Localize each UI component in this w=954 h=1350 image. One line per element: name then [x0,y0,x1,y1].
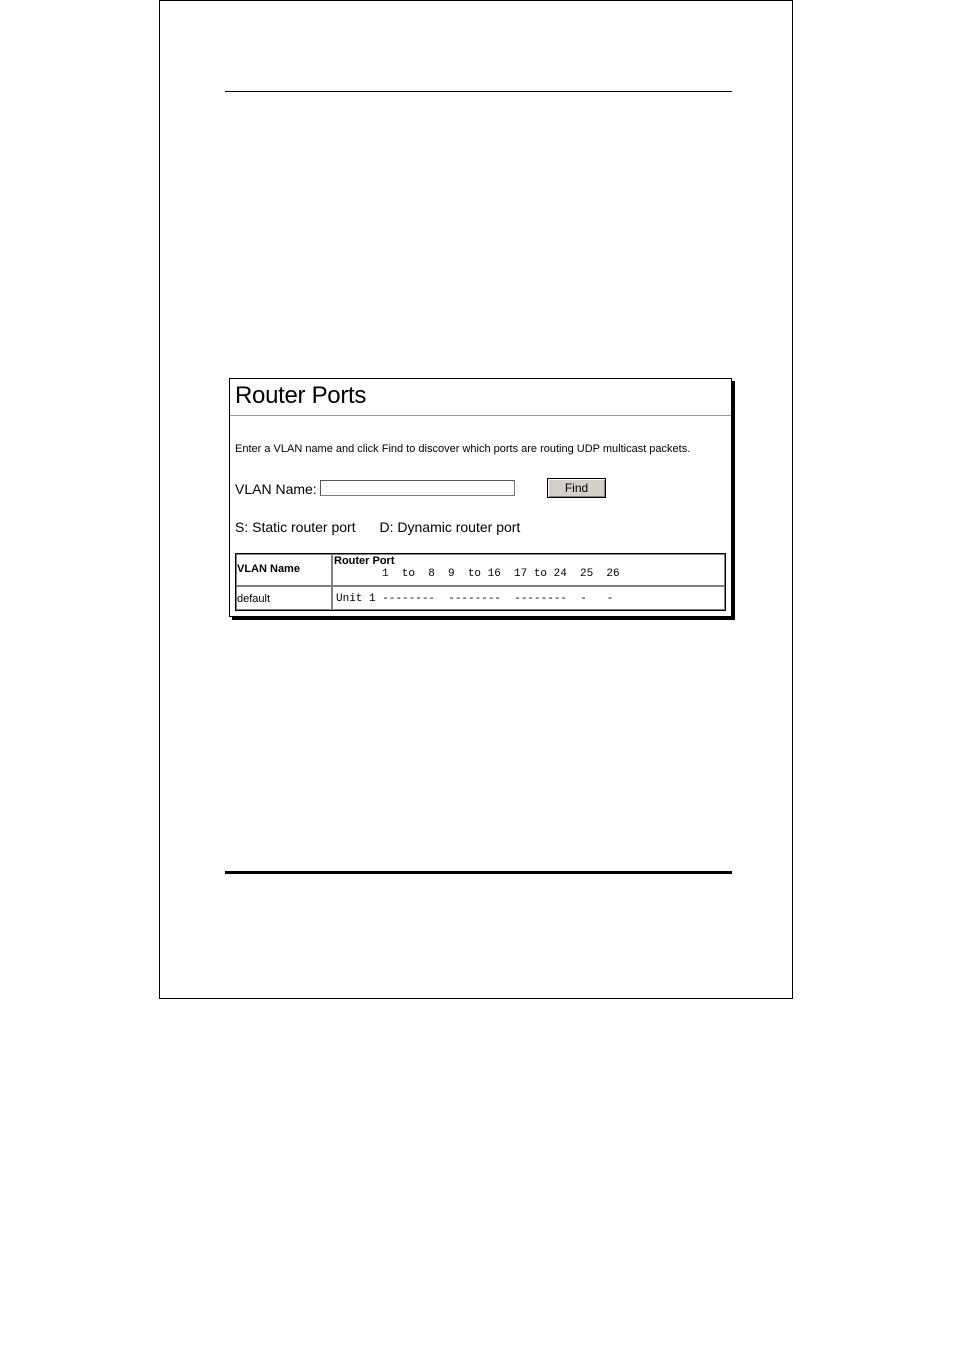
header-vlan-name: VLAN Name [236,554,332,586]
header-router-port-label: Router Port [334,555,395,567]
table-row [236,586,725,610]
header-port-ranges: 1 to 8 9 to 16 17 to 24 25 26 [382,568,620,580]
page-title: Router Ports [235,382,367,409]
title-divider [230,415,731,416]
vlan-name-input[interactable] [320,480,515,496]
vlan-name-label: VLAN Name: [235,481,317,497]
router-port-legend [235,519,520,535]
table-header-row [236,554,725,586]
row-vlan-name: default [236,586,332,610]
row-router-ports: Unit 1 -------- -------- -------- - - [332,586,725,610]
legend-static: S: Static router port [235,519,356,535]
find-button[interactable]: Find [547,478,606,498]
instructions-text: Enter a VLAN name and click Find to discover which ports are routing UDP multicast packets. [235,443,691,455]
header-router-port [332,554,725,586]
header-rule [225,91,732,92]
footer-rule [225,871,732,874]
router-ports-panel [229,378,732,617]
legend-dynamic: D: Dynamic router port [379,519,521,535]
router-ports-table [235,553,726,611]
